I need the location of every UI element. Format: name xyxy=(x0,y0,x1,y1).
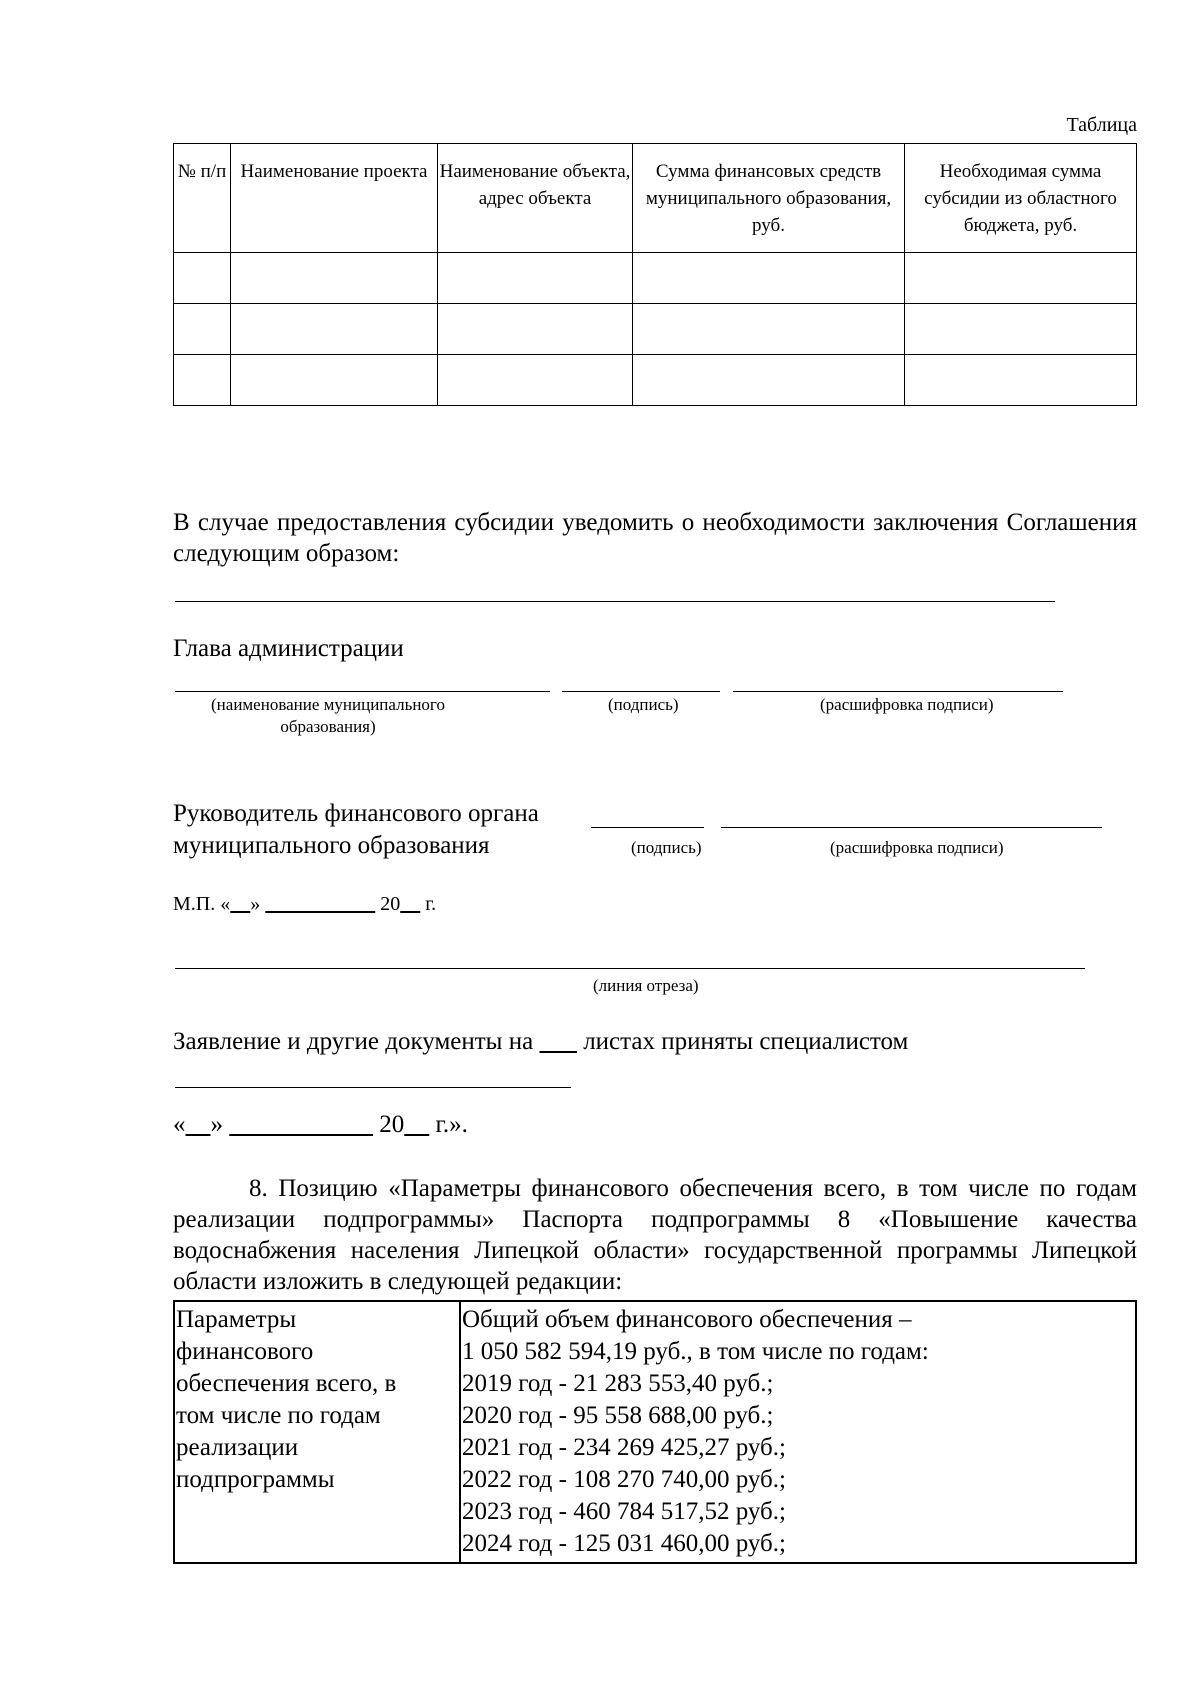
month-blank xyxy=(265,893,375,915)
params-right-line: Общий объем финансового обеспечения – xyxy=(462,1306,912,1333)
header-object-name: Наименование объекта, адрес объекта xyxy=(438,144,633,253)
notice-paragraph: В случае предоставления субсидии уведомить о необходимости заключения Соглашения следующим образом: xyxy=(173,509,1137,567)
cut-line-caption: (линия отреза) xyxy=(593,976,699,995)
receipt-line: Заявление и другие документы на листах приняты специалистом xyxy=(173,1028,909,1055)
params-left-cell xyxy=(174,1301,460,1563)
params-left-line: реализации xyxy=(176,1434,299,1461)
caption-municipality-name: (наименование муниципального образования) xyxy=(211,695,445,736)
header-municipal-funds: Сумма финансовых средств муниципального образования, руб. xyxy=(633,144,905,253)
item8-paragraph: 8. Позицию «Параметры финансового обеспечения всего, в том числе по годам реализации подпрограммы» Паспорта подпрограммы 8 «Повышение качества водоснабжения населения Липецкой области» государственной программы Липецкой области изложить в следующей редакции: xyxy=(173,1175,1137,1295)
stamp-date-line: М.П. « » 20 г. xyxy=(173,893,437,915)
receipt-date-line: « » 20 г.». xyxy=(173,1111,468,1138)
signature-line xyxy=(562,691,720,692)
params-right-line: 1 050 582 594,19 руб., в том числе по годам: xyxy=(462,1338,929,1365)
signature-line xyxy=(175,691,550,692)
params-left-line: подпрограммы xyxy=(176,1466,335,1493)
year-blank xyxy=(404,1111,429,1138)
params-table xyxy=(173,1300,1137,1564)
day-blank xyxy=(230,893,250,915)
params-right-cell xyxy=(460,1301,1136,1563)
finance-head-title-line2: муниципального образования xyxy=(173,832,490,859)
params-right-line: 2020 год - 95 558 688,00 руб.; xyxy=(462,1402,774,1429)
caption-decode: (расшифровка подписи) xyxy=(820,695,994,714)
cut-line xyxy=(175,968,1085,969)
signature-line xyxy=(721,827,1102,828)
request-table xyxy=(173,143,1137,406)
month-blank xyxy=(229,1111,373,1138)
signature-line xyxy=(591,827,704,828)
table-row xyxy=(174,355,1137,406)
params-left-line: том числе по годам xyxy=(176,1402,381,1429)
params-left-line: обеспечения всего, в xyxy=(176,1370,397,1397)
signature-line xyxy=(733,691,1063,692)
notice-fill-line xyxy=(175,601,1055,602)
year-blank xyxy=(400,893,420,915)
params-right-line: 2019 год - 21 283 553,40 руб.; xyxy=(462,1370,774,1397)
table-row xyxy=(174,304,1137,355)
caption-decode: (расшифровка подписи) xyxy=(830,838,1004,857)
params-left-line: Параметры xyxy=(176,1306,297,1333)
params-right-line: 2022 год - 108 270 740,00 руб.; xyxy=(462,1466,786,1493)
stamp-label: М.П. xyxy=(173,893,216,915)
caption-signature: (подпись) xyxy=(608,695,679,714)
params-right-line: 2023 год - 460 784 517,52 руб.; xyxy=(462,1498,786,1525)
params-left-line: финансового xyxy=(176,1338,314,1365)
table-caption: Таблица xyxy=(1066,114,1137,136)
specialist-line xyxy=(175,1087,571,1088)
head-admin-title: Глава администрации xyxy=(173,635,404,662)
day-blank xyxy=(186,1111,211,1138)
params-right-line: 2024 год - 125 031 460,00 руб.; xyxy=(462,1530,786,1557)
caption-signature: (подпись) xyxy=(631,838,702,857)
sheets-blank xyxy=(539,1028,577,1055)
header-required-subsidy: Необходимая сумма субсидии из областного бюджета, руб. xyxy=(905,144,1137,253)
params-right-line: 2021 год - 234 269 425,27 руб.; xyxy=(462,1434,786,1461)
finance-head-title-line1: Руководитель финансового органа xyxy=(173,800,539,827)
table-row xyxy=(174,253,1137,304)
header-number: № п/п xyxy=(174,144,231,253)
header-project-name: Наименование проекта xyxy=(231,144,438,253)
